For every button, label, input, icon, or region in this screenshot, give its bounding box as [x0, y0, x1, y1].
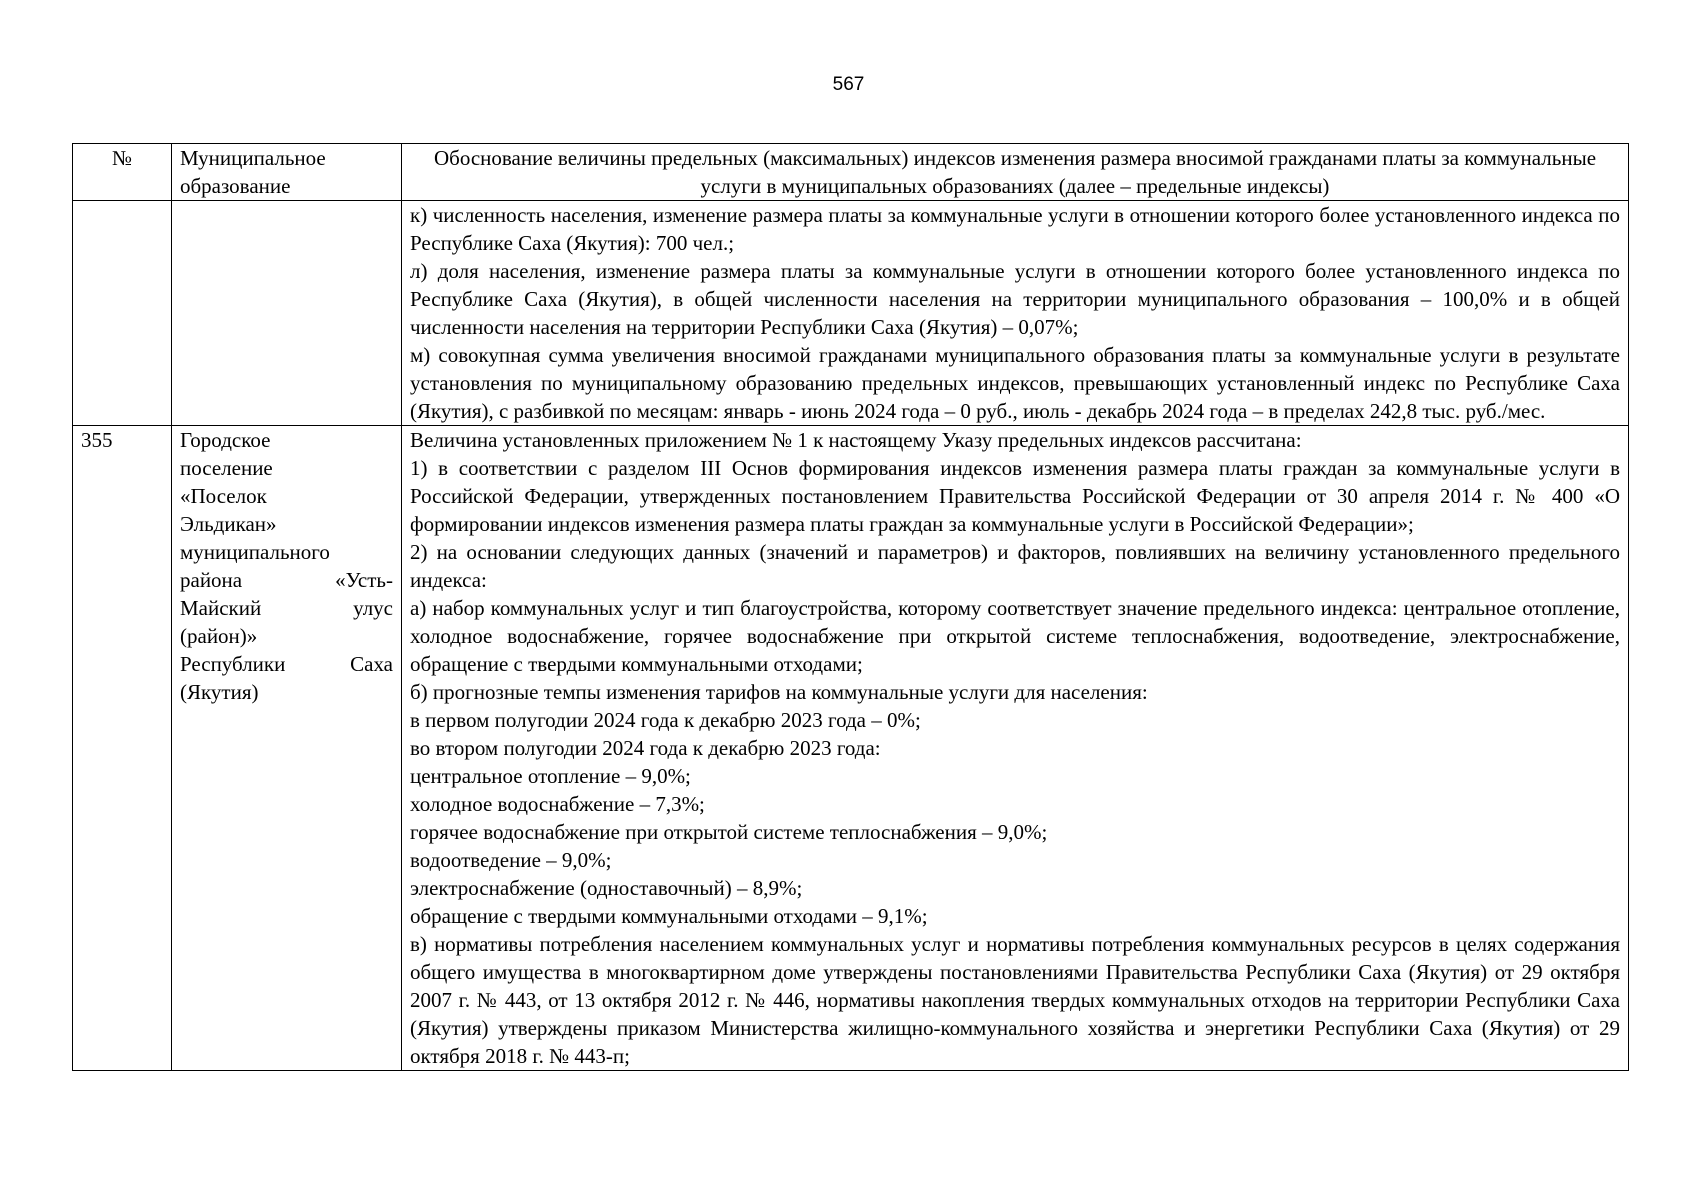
- page-number: 567: [832, 74, 865, 95]
- justification-cell: [402, 426, 1629, 1071]
- tariff-electricity: электроснабжение (одноставочный) – 8,9%;: [410, 876, 803, 900]
- municipality-line: Городское: [180, 428, 271, 452]
- paragraph-m: м) совокупная сумма увеличения вносимой гражданами муниципального образования платы за коммунальные услуги в результате установления по муниципальному образованию предельных индексов, превышающих установленный индекс по Республике Саха (Якутия), с разбивкой по месяцам: январь - июнь 2024 года – 0 руб., июль - декабрь 2024 года – в пределах 242,8 тыс. руб./мес.: [410, 343, 1620, 423]
- continued-number-cell: [73, 201, 172, 426]
- tariff-heating: центральное отопление – 9,0%;: [410, 764, 691, 788]
- municipality-line: Майский улус: [180, 596, 393, 620]
- tariff-waste: обращение с твердыми коммунальными отходами – 9,1%;: [410, 904, 928, 928]
- header-number: №: [73, 144, 172, 201]
- municipality-cell: [172, 426, 402, 1071]
- header-justification: Обоснование величины предельных (максимальных) индексов изменения размера вносимой гражданами платы за коммунальные услуги в муниципальных образованиях (далее – предельные индексы): [402, 144, 1629, 201]
- municipality-line: поселение: [180, 456, 273, 480]
- paragraph-k: к) численность населения, изменение размера платы за коммунальные услуги в отношении которого более установленного индекса по Республике Саха (Якутия): 700 чел.;: [410, 203, 1620, 255]
- justification-table: [72, 143, 1629, 1071]
- paragraph-a: а) набор коммунальных услуг и тип благоустройства, которому соответствует значение предельного индекса: центральное отопление, холодное водоснабжение, горячее водоснабжение при открытой системе теплоснабжения, водоотведение, электроснабжение, обращение с твердыми коммунальными отходами;: [410, 596, 1620, 676]
- table-row-355: [73, 426, 1629, 1071]
- paragraph-b: б) прогнозные темпы изменения тарифов на коммунальные услуги для населения:: [410, 680, 1148, 704]
- paragraph-second-half: во втором полугодии 2024 года к декабрю 2023 года:: [410, 736, 881, 760]
- paragraph-l: л) доля населения, изменение размера платы за коммунальные услуги в отношении которого более установленного индекса по Республике Саха (Якутия), в общей численности населения на территории муниципального образования – 100,0% и в общей численности населения на территории Республики Саха (Якутия) – 0,07%;: [410, 259, 1620, 339]
- municipality-line: «Поселок: [180, 484, 267, 508]
- tariff-hot-water: горячее водоснабжение при открытой системе теплоснабжения – 9,0%;: [410, 820, 1048, 844]
- row-number-cell: 355: [73, 426, 172, 1071]
- paragraph-1: 1) в соответствии с разделом III Основ формирования индексов изменения размера платы граждан за коммунальные услуги в Российской Федерации, утвержденных постановлением Правительства Российской Федерации от 30 апреля 2014 г. № 400 «О формировании индексов изменения размера платы граждан за коммунальные услуги в Российской Федерации»;: [410, 456, 1620, 536]
- paragraph-first-half: в первом полугодии 2024 года к декабрю 2023 года – 0%;: [410, 708, 921, 732]
- paragraph-v: в) нормативы потребления населением коммунальных услуг и нормативы потребления коммунальных ресурсов в целях содержания общего имущества в многоквартирном доме утверждены постановлениями Правительства Республики Саха (Якутия) от 29 октября 2007 г. № 443, от 13 октября 2012 г. № 446, нормативы накопления твердых коммунальных отходов на территории Республики Саха (Якутия) утверждены приказом Министерства жилищно-коммунального хозяйства и энергетики Республики Саха (Якутия) от 29 октября 2018 г. № 443-п;: [410, 932, 1620, 1068]
- paragraph-intro: Величина установленных приложением № 1 к настоящему Указу предельных индексов рассчитана:: [410, 428, 1302, 452]
- header-municipality: Муниципальное образование: [172, 144, 402, 201]
- table-row-continued: [73, 201, 1629, 426]
- municipality-line: (район)»: [180, 624, 258, 648]
- tariff-cold-water: холодное водоснабжение – 7,3%;: [410, 792, 705, 816]
- continued-municipality-cell: [172, 201, 402, 426]
- municipality-line: муниципального: [180, 540, 330, 564]
- municipality-line: Республики Саха: [180, 652, 393, 676]
- tariff-sewerage: водоотведение – 9,0%;: [410, 848, 612, 872]
- table-header-row: [73, 144, 1629, 201]
- paragraph-2: 2) на основании следующих данных (значений и параметров) и факторов, повлиявших на величину установленного предельного индекса:: [410, 540, 1620, 592]
- municipality-line: (Якутия): [180, 680, 259, 704]
- municipality-line: района «Усть-: [180, 568, 393, 592]
- municipality-line: Эльдикан»: [180, 512, 277, 536]
- continued-justification-cell: [402, 201, 1629, 426]
